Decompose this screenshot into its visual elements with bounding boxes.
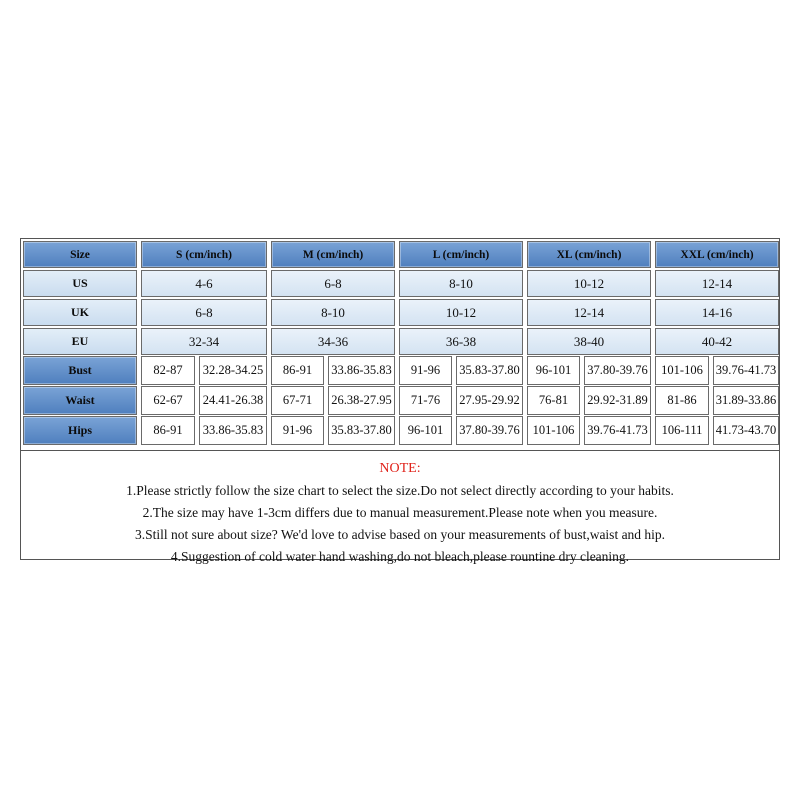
measure-cm-cell: 96-101: [527, 356, 580, 385]
size-value-cell: 36-38: [399, 328, 523, 355]
size-value-cell: 14-16: [655, 299, 779, 326]
measure-row-label: Bust: [23, 356, 137, 385]
measure-inch-cell: 27.95-29.92: [456, 386, 523, 415]
measure-cm-cell: 67-71: [271, 386, 324, 415]
measure-inch-cell: 37.80-39.76: [456, 416, 523, 445]
size-value-cell: 8-10: [271, 299, 395, 326]
measure-inch-cell: 33.86-35.83: [328, 356, 395, 385]
measure-inch-cell: 35.83-37.80: [456, 356, 523, 385]
header-size-column: S (cm/inch): [141, 241, 267, 268]
measure-inch-cell: 33.86-35.83: [199, 416, 267, 445]
size-value-cell: 40-42: [655, 328, 779, 355]
measure-inch-cell: 31.89-33.86: [713, 386, 779, 415]
measure-row-label: Hips: [23, 416, 137, 445]
size-value-cell: 4-6: [141, 270, 267, 297]
header-size-column: XL (cm/inch): [527, 241, 651, 268]
measure-cm-cell: 86-91: [141, 416, 195, 445]
measure-cm-cell: 101-106: [527, 416, 580, 445]
measure-cm-cell: 82-87: [141, 356, 195, 385]
measure-inch-cell: 24.41-26.38: [199, 386, 267, 415]
measure-inch-cell: 39.76-41.73: [584, 416, 651, 445]
measure-cm-cell: 71-76: [399, 386, 452, 415]
measure-cm-cell: 86-91: [271, 356, 324, 385]
size-value-cell: 32-34: [141, 328, 267, 355]
header-size-column: L (cm/inch): [399, 241, 523, 268]
measure-cm-cell: 91-96: [271, 416, 324, 445]
measure-inch-cell: 32.28-34.25: [199, 356, 267, 385]
measure-inch-cell: 29.92-31.89: [584, 386, 651, 415]
size-value-cell: 12-14: [527, 299, 651, 326]
note-line-3: 3.Still not sure about size? We'd love to advise based on your measurements of bust,waist and hip.: [134, 527, 666, 542]
measure-cm-cell: 76-81: [527, 386, 580, 415]
measure-cm-cell: 62-67: [141, 386, 195, 415]
note-line-2: 2.The size may have 1-3cm differs due to manual measurement.Please note when you measure.: [142, 505, 658, 520]
measure-cm-cell: 81-86: [655, 386, 709, 415]
size-value-cell: 12-14: [655, 270, 779, 297]
size-value-cell: 6-8: [271, 270, 395, 297]
header-size-column: XXL (cm/inch): [655, 241, 779, 268]
header-size-label: Size: [23, 241, 137, 268]
size-row-label: UK: [23, 299, 137, 326]
measure-inch-cell: 26.38-27.95: [328, 386, 395, 415]
measure-inch-cell: 37.80-39.76: [584, 356, 651, 385]
measure-cm-cell: 91-96: [399, 356, 452, 385]
measure-row-label: Waist: [23, 386, 137, 415]
notes-section: [20, 450, 780, 564]
size-value-cell: 8-10: [399, 270, 523, 297]
measure-inch-cell: 41.73-43.70: [713, 416, 779, 445]
header-size-column: M (cm/inch): [271, 241, 395, 268]
measure-inch-cell: 35.83-37.80: [328, 416, 395, 445]
size-value-cell: 34-36: [271, 328, 395, 355]
notes-title: NOTE:: [379, 461, 421, 476]
measure-cm-cell: 96-101: [399, 416, 452, 445]
measure-inch-cell: 39.76-41.73: [713, 356, 779, 385]
size-value-cell: 10-12: [399, 299, 523, 326]
size-row-label: US: [23, 270, 137, 297]
size-row-label: EU: [23, 328, 137, 355]
size-value-cell: 10-12: [527, 270, 651, 297]
note-line-1: 1.Please strictly follow the size chart to select the size.Do not select directly according to your habits.: [126, 483, 674, 498]
size-value-cell: 6-8: [141, 299, 267, 326]
measure-cm-cell: 101-106: [655, 356, 709, 385]
measure-cm-cell: 106-111: [655, 416, 709, 445]
note-line-4: 4.Suggestion of cold water hand washing,do not bleach,please rountine dry cleaning.: [170, 549, 630, 564]
size-value-cell: 38-40: [527, 328, 651, 355]
